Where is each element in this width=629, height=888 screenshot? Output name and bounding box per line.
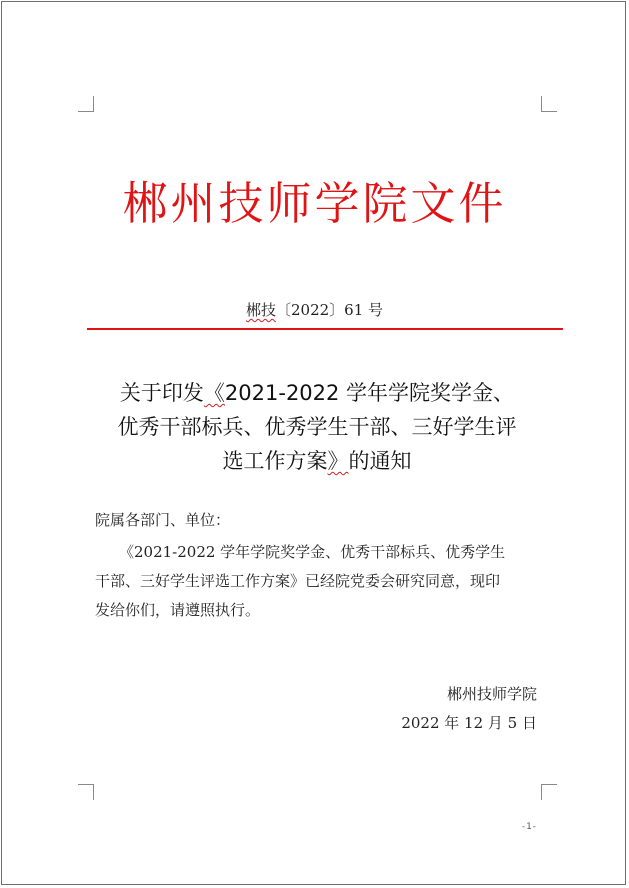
title-line-2: 优秀干部标兵、优秀学生干部、三好学生评 xyxy=(117,415,517,439)
title-line-1-part-b: 2021-2022 学年学院奖学金、 xyxy=(224,381,515,405)
title-line-3-part-a: 选工作方案 xyxy=(222,449,328,473)
document-title xyxy=(82,376,552,478)
body-paragraph-line-3: 发给你们，请遵照执行。 xyxy=(95,601,261,619)
red-divider-line xyxy=(87,328,563,330)
recipient-line: 院属各部门、单位： xyxy=(95,511,231,529)
document-number-prefix: 郴技 xyxy=(245,301,276,319)
title-line-1 xyxy=(82,376,552,410)
title-line-1-part-a: 关于印发 xyxy=(119,381,204,405)
crop-mark-bottom-left xyxy=(78,784,94,800)
document-header-title: 郴州技师学院文件 xyxy=(122,177,507,230)
crop-mark-top-right xyxy=(541,96,557,112)
crop-mark-top-left xyxy=(78,96,94,112)
page-number: -1- xyxy=(520,822,537,832)
body-paragraph-line-2: 干部、三好学生评选工作方案》已经院党委会研究同意，现印 xyxy=(95,572,501,590)
title-open-bracket: 《 xyxy=(203,381,225,405)
title-close-bracket: 》 xyxy=(327,449,349,473)
signature-organization: 郴州技师学院 xyxy=(446,685,537,703)
crop-mark-bottom-right xyxy=(541,784,557,800)
document-page xyxy=(1,1,626,885)
signature-date: 2022 年 12 月 5 日 xyxy=(401,714,537,732)
title-line-3-part-b: 的通知 xyxy=(348,449,412,473)
document-number xyxy=(2,300,627,320)
body-paragraph-line-1: 《2021-2022 学年学院奖学金、优秀干部标兵、优秀学生 xyxy=(119,543,506,561)
document-number-rest: 〔2022〕61 号 xyxy=(275,301,384,319)
title-line-3 xyxy=(82,444,552,478)
